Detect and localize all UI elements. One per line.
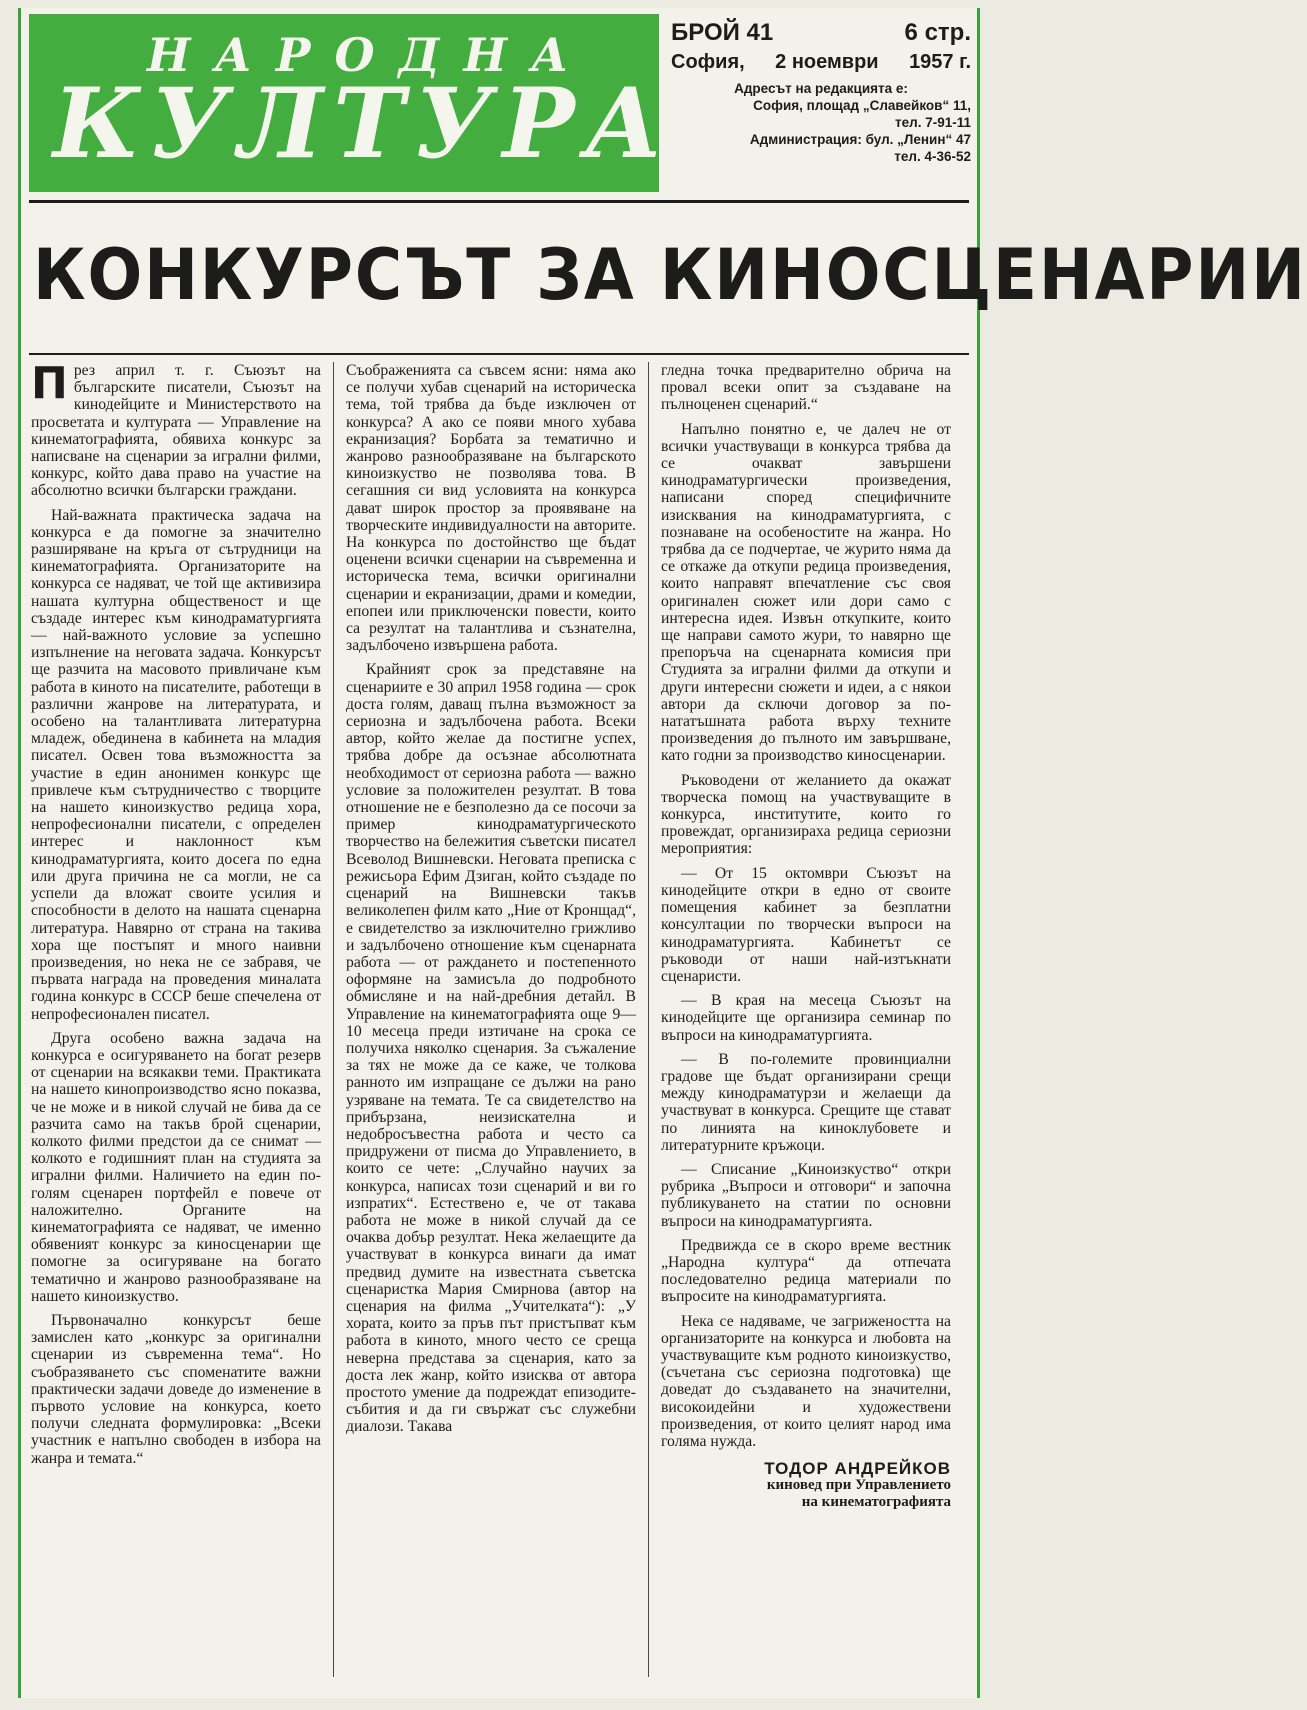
issue-number: БРОЙ 41 xyxy=(671,19,774,46)
admin-address: Администрация: бул. „Ленин“ 47 xyxy=(749,132,971,147)
paragraph: Предвижда се в скоро време вестник „Народна култура“ да отпечата последователно редица материали по въпросите на кинодраматургията. xyxy=(661,1236,951,1306)
address-phone: тел. 7-91-11 xyxy=(895,115,971,130)
author-name: ТОДОР АНДРЕЙКОВ xyxy=(764,1459,951,1479)
paragraph: — В края на месеца Съюзът на кинодейците ще организира семинар по въпроси на кинодраматургията. xyxy=(661,992,951,1044)
paragraph: — В по-големите провинциални градове ще бъдат организирани срещи между кинодраматурзи и желаещи да участвуват в конкурса. Срещите ще стават по линията на киноклубовете и литературните кръжоци. xyxy=(661,1050,951,1154)
masthead-top: НАРОДНА xyxy=(147,28,593,82)
column-divider xyxy=(333,362,334,1677)
paragraph: Най-важната практическа задача на конкурса е да помогне за значително разширяване на кръга от сътрудници на кинематографията. Организаторите на конкурса се надяват, че той ще активизира нашата културна общественост и ще създаде интерес към кинодраматургията — най-важното условие за успешно изпълнение на неговата задача. Конкурсът ще разчита на масовото привличане към работа в киното на писателите, работещи в различни жанрове на литературата, и особено на талантливата литературна младеж, обединена в кабинета на младия писател. Освен това възможността за участие в един анонимен конкурс ще привлече към сътрудничество с творците на нашето киноизкуство редица хора, непрофесионални писатели, с определен интерес и наклонност към кинодраматургията, които досега по една или друга причина не са могли, не са успели да вложат своите усилия и способности в делото на нашата сценарна литература. Навярно от страна на такива хора ще постъпят и много наивни произведения, но нека не се забравя, че първата награда на проведения миналата година конкурс в СССР беше спечелена от непрофесионален писател. xyxy=(31,506,321,1023)
article-column-2 xyxy=(346,362,636,1677)
issue-info xyxy=(671,18,971,165)
paragraph: Крайният срок за представяне на сценариите е 30 април 1958 година — срок доста голям, даващ пълна възможност за сериозна и задълбочена работа. Всеки автор, който желае да постигне успех, трябва добре да осъзнае абсолютната необходимост от сериозна работа — важно условие за положителен резултат. В това отношение не е безполезно да се посочи за пример кинодраматургическото творчество на бележития съветски писател Всеволод Вишневски. Неговата преписка с режисьора Ефим Дзиган, който създаде по сценарий на Вишневски такъв великолепен филм като „Ние от Кронщад“, е свидетелство за изключително грижливо и задълбочено отношение към сценарната работа — от раждането и постепенното оформяне на замисъла до подробното обмисляне и на най-дребния детайл. В Управление на кинематографията още 9—10 месеца преди изтичане на срока се получиха няколко сценария. За съжаление за тях не може да се каже, че толкова ранното им изпращане се дължи на рано узряване на темата. Те са свидетелство на прибързана, неизискателна и недобросъвестна работа и често са придружени от писма до Управлението, в които се чете: „Случайно научих за конкурса, написах този сценарий и ви го изпратих“. Естествено е, че от такава работа не може в никой случай да се очаква добър резултат. Нека желаещите да участвуват в конкурса винаги да имат предвид думите на известната съветска сценаристка Мария Смирнова (автор на сценария на филма „Учителката“): „У хората, които за пръв път пристъпват към работа в киното, много често се среща неверна представа за сценария, като за доста лек жанр, който изисква от автора простото умение да подреждат епизодите-събития и да ги свържат със служебни диалози. Такава xyxy=(346,661,636,1436)
masthead-rule xyxy=(29,200,969,203)
paragraph: Напълно понятно е, че далеч не от всички участвуващи в конкурса трябва да се очакват завършени кинодраматургически произведения, написани според специфичните изисквания на кинодраматургията, с познаване на особеностите на жанра. Но трябва да се подчертае, че журито няма да се откаже да откупи редица произведения, които направят впечатление със своя оригинален сюжет или дори само с интересна идея. Извън откупките, които ще направи самото жури, то навярно ще препоръча на сценарната комисия при Студията за игрални филми да откупи и други интересни сюжети и идеи, а с някои автори да сключи договор за по-нататъшната работа върху техните произведения до пълното им завършване, като годни за производство киносценарии. xyxy=(661,420,951,765)
paragraph: гледна точка предварително обрича на провал всеки опит за създаване на пълноценен сценарий.“ xyxy=(661,362,951,414)
author-role: на кинематографията xyxy=(801,1494,951,1511)
masthead-title: КУЛТУРА xyxy=(53,67,673,180)
issue-city: София, xyxy=(671,51,745,73)
address-label: Адресът на редакцията е: xyxy=(734,81,908,96)
headline: КОНКУРСЪТ ЗА КИНОСЦЕНАРИИ xyxy=(33,234,1307,316)
issue-pages: 6 стр. xyxy=(904,19,971,46)
masthead xyxy=(29,14,673,192)
paragraph: Ръководени от желанието да окажат творческа помощ на участвуващите в конкурса, институтите, които го провеждат, организираха редица сериозни мероприятия: xyxy=(661,771,951,858)
paragraph xyxy=(31,358,321,500)
paragraph-text: рез април т. г. Съюзът на българските писатели, Съюзът на кинодейците и Министерството на просветата и културата — Управление на кинематографията, обявиха конкурс за написване на сценарии за игрални филми, конкурс, който дава право на участие на абсолютно всички български граждани. xyxy=(31,362,321,500)
article-column-1 xyxy=(31,358,321,1677)
editorial-address xyxy=(671,80,971,165)
paragraph: — От 15 октомври Съюзът на кинодейците откри в едно от своите помещения кабинет за безплатни консултации по творчески въпроси на кинодраматургията. Кабинетът се ръководи от наши най-изтъкнати сценаристи. xyxy=(661,864,951,985)
paragraph: — Списание „Киноизкуство“ откри рубрика „Въпроси и отговори“ и започна публикуването на статии по основни въпроси на кинодраматургията. xyxy=(661,1160,951,1230)
paragraph: Друга особено важна задача на конкурса е осигуряването на богат резерв от сценарии на всякакви теми. Практиката на нашето кинопроизводство ясно показва, че не може и в никой случай не бива да се разчита само на такъв брой сценарии, колкото филми предстои да се снимат — колкото е годишният план на студията за игрални филми. Наличието на един по-голям сценарен портфейл е повече от наложително. Органите на кинематографията се надяват, че именно обявеният конкурс за киносценарии ще помогне за осигуряване на богато тематично и жанрово разнообразяване на нашето киноизкуство. xyxy=(31,1029,321,1305)
column-divider xyxy=(648,362,649,1677)
newspaper-page xyxy=(18,8,1307,1698)
paragraph: Съображенията са съвсем ясни: няма ако се получи хубав сценарий на историческа тема, той трябва да бъде изключен от конкурса? А ако се появи много хубава екранизация? Борбата за тематично и жанрово разнообразяване на българското киноизкуство не позволява това. В сегашния си вид условията на конкурса дават широк простор за проявяване на творческите индивидуалности на авторите. На конкурса по достойнство ще бъдат оценени всички сценарии на съвременна и историческа тема, всички оригинални сценарии и екранизации, драми и комедии, епопеи или приключенски повести, които са резултат на талантлива и съзнателна, задълбочено извършена работа. xyxy=(346,362,636,655)
paragraph: Първоначално конкурсът беше замислен като „конкурс за оригинални сценарии из съвременна тема“. Но съобразяването със споменатите важни практически задачи доведе до изменение в първото условие на конкурса, което получи следната формулировка: „Всеки участник е напълно свободен в избора на жанра и темата.“ xyxy=(31,1311,321,1467)
issue-year: 1957 г. xyxy=(909,51,971,73)
admin-phone: тел. 4-36-52 xyxy=(894,149,971,164)
issue-row-date xyxy=(671,48,971,76)
article-column-3 xyxy=(661,362,951,1677)
headline-rule xyxy=(29,353,969,355)
paragraph: Нека се надяваме, че загрижеността на организаторите на конкурса и любовта на участвуващите към родното киноизкуство, (съчетана със сериозна подготовка) ще доведат до създаването на значителни, високоидейни и художествени произведения, от които целият народ има голяма нужда. xyxy=(661,1312,951,1450)
author-role: киновед при Управлението xyxy=(766,1477,951,1494)
issue-row-number xyxy=(671,18,971,48)
dropcap: П xyxy=(31,358,68,409)
address-line: София, площад „Славейков“ 11, xyxy=(753,98,971,113)
issue-date: 2 ноември xyxy=(775,51,879,73)
